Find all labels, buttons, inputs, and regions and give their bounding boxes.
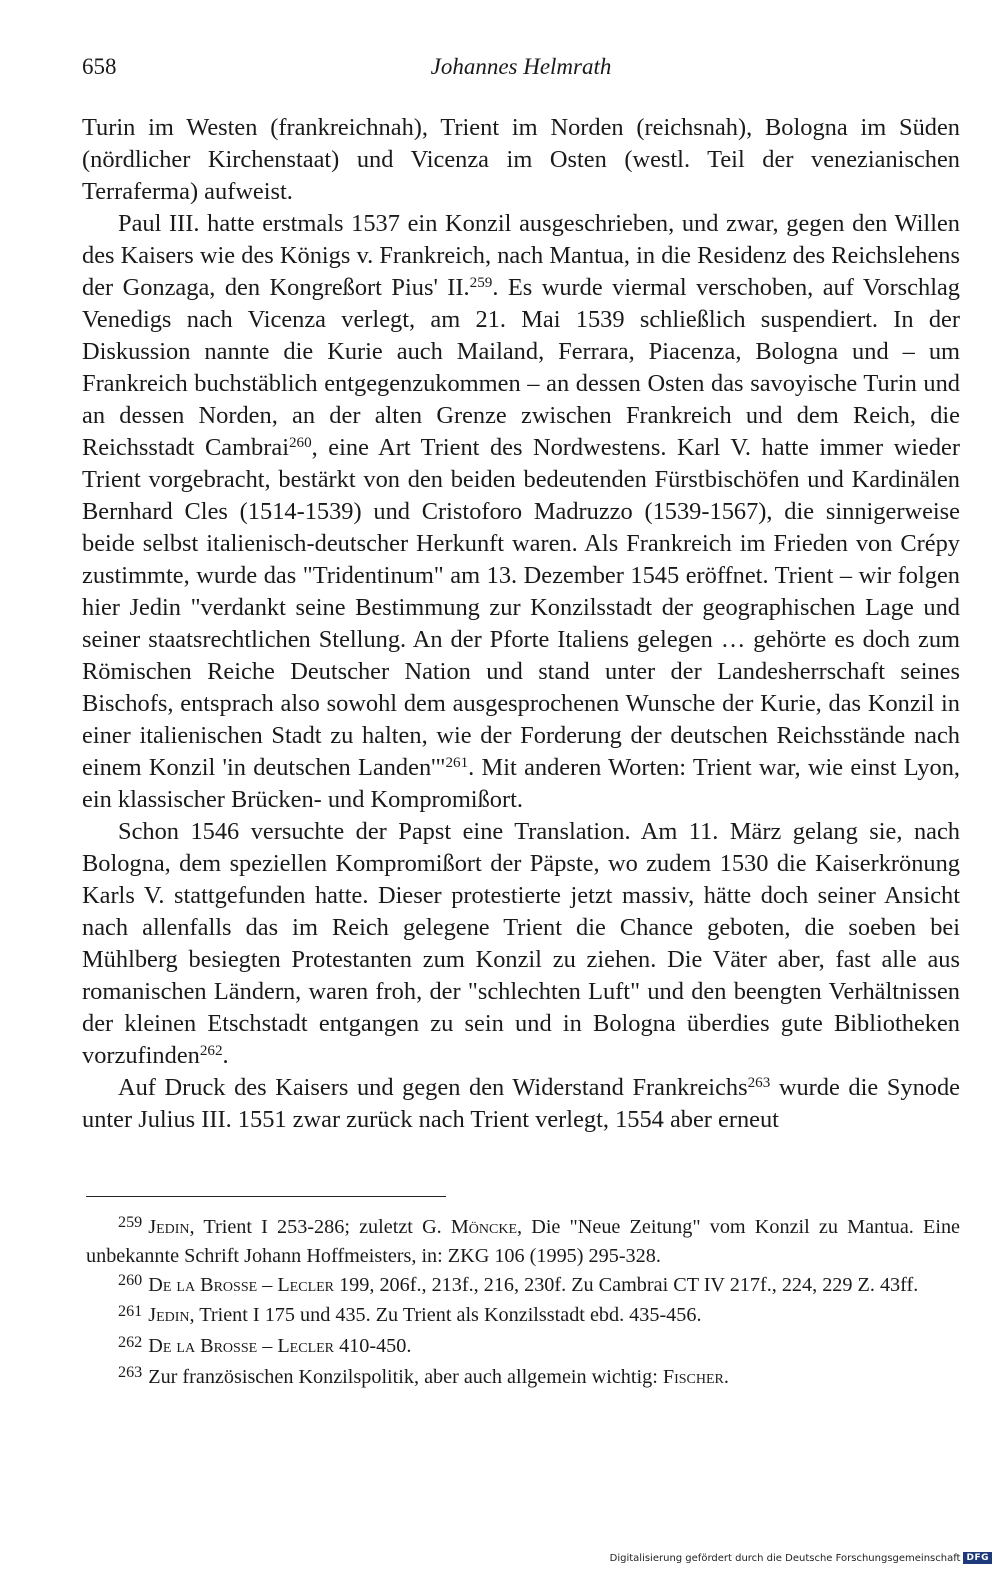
page-number: 658 xyxy=(82,54,117,79)
footnote-259: $^{259}$ Jedin, Trient I 253-286; zuletzt G. Möncke, Die "Neue Zeitung" vom Konzil zu Mantua. Eine unbekannte Schrift Johann Hoffmeisters, in: ZKG 106 (1995) 295-328. xyxy=(86,1214,960,1267)
dfg-logo-icon: DFG xyxy=(963,1552,992,1564)
digitization-notice xyxy=(610,1552,992,1564)
paragraph-3: Schon 1546 versuchte der Papst eine Translation. Am 11. März gelang sie, nach Bologna, dem speziellen Kompromißort der Päpste, wo zudem 1530 die Kaiserkrönung Karls V. stattgefunden hatte. Dieser protestierte jetzt massiv, hätte doch seiner Ansicht nach allenfalls das im Reich gelegene Trient die Chance geboten, die soeben bei Mühlberg besiegten Protestanten zum Konzil zu ziehen. Die Väter aber, fast alle aus romanischen Ländern, waren froh, der "schlechten Luft" und den beengten Verhältnissen der kleinen Etschstadt entgangen zu sein und in Bologna überdies gute Bibliotheken vorzufinden$^{262}$. xyxy=(82,818,960,1069)
footnotes xyxy=(86,1214,960,1395)
footnote-ref: 263 xyxy=(747,1075,771,1092)
footnote-ref: 260 xyxy=(288,435,312,452)
digitization-text: Digitalisierung gefördert durch die Deutsche Forschungsgemeinschaft xyxy=(609,1552,961,1564)
page-header xyxy=(82,54,960,84)
paragraph-2: Paul III. hatte erstmals 1537 ein Konzil ausgeschrieben, und zwar, gegen den Willen des Kaisers wie des Königs v. Frankreich, nach Mantua, in die Residenz des Reichslehens der Gonzaga, den Kongreßort Pius' II.$^{259}$. Es wurde viermal verschoben, auf Vorschlag Venedigs nach Vicenza verlegt, am 21. Mai 1539 schließlich suspendiert. In der Diskussion nannte die Kurie auch Mailand, Ferrara, Piacenza, Bologna und – um Frankreich buchstäblich entgegenzukommen – an dessen Osten das savoyische Turin und an dessen Norden, an der alten Grenze zwischen Frankreich und dem Reich, die Reichsstadt Cambrai$^{260}$, eine Art Trient des Nordwestens. Karl V. hatte immer wieder Trient vorgebracht, bestärkt von den beiden bedeutenden Fürstbischöfen und Kardinälen Bernhard Cles (1514-1539) und Cristoforo Madruzzo (1539-1567), die sinnigerweise beide selbst italienisch-deutscher Herkunft waren. Als Frankreich im Frieden von Crépy zustimmte, wurde das "Tridentinum" am 13. Dezember 1545 eröffnet. Trient – wir folgen hier Jedin "verdankt seine Bestimmung zur Konzilsstadt der geographischen Lage und seiner staatsrechtlichen Stellung. An der Pforte Italiens gelegen … gehörte es doch zum Römischen Reiche Deutscher Nation und stand unter der Landesherrschaft seines Bischofs, entsprach also sowohl dem ausgesprochenen Wunsche der Kurie, das Konzil in einer italienischen Stadt zu halten, wie der Forderung der deutschen Reichsstände nach einem Konzil 'in deutschen Landen'"$^{261}$. Mit anderen Worten: Trient war, wie einst Lyon, ein klassischer Brücken- und Kompromißort. xyxy=(82,210,960,813)
footnote-divider xyxy=(86,1196,446,1197)
footnote-263: $^{263}$ Zur französischen Konzilspolitik, aber auch allgemein wichtig: Fischer. xyxy=(118,1364,729,1388)
main-text xyxy=(82,112,960,1136)
footnote-260: $^{260}$ De la Brosse – Lecler 199, 206f., 213f., 216, 230f. Zu Cambrai CT IV 217f., 224, 229 Z. 43ff. xyxy=(118,1271,919,1296)
footnote-ref: 262 xyxy=(199,1043,223,1060)
running-title: Johannes Helmrath xyxy=(430,54,612,79)
footnote-261: $^{261}$ Jedin, Trient I 175 und 435. Zu Trient als Konzilsstadt ebd. 435-456. xyxy=(118,1302,702,1327)
footnote-ref: 259 xyxy=(469,275,493,292)
paragraph-4: Auf Druck des Kaisers und gegen den Widerstand Frankreichs$^{263}$ wurde die Synode unter Julius III. 1551 zwar zurück nach Trient verlegt, 1554 aber erneut xyxy=(82,1074,961,1133)
paragraph-1: Turin im Westen (frankreichnah), Trient im Norden (reichsnah), Bologna im Süden (nördlicher Kirchenstaat) und Vicenza im Osten (westl. Teil der venezianischen Terraferma) aufweist. xyxy=(82,114,960,205)
footnote-262: $^{262}$ De la Brosse – Lecler 410-450. xyxy=(118,1333,412,1358)
footnote-ref: 261 xyxy=(445,755,469,772)
